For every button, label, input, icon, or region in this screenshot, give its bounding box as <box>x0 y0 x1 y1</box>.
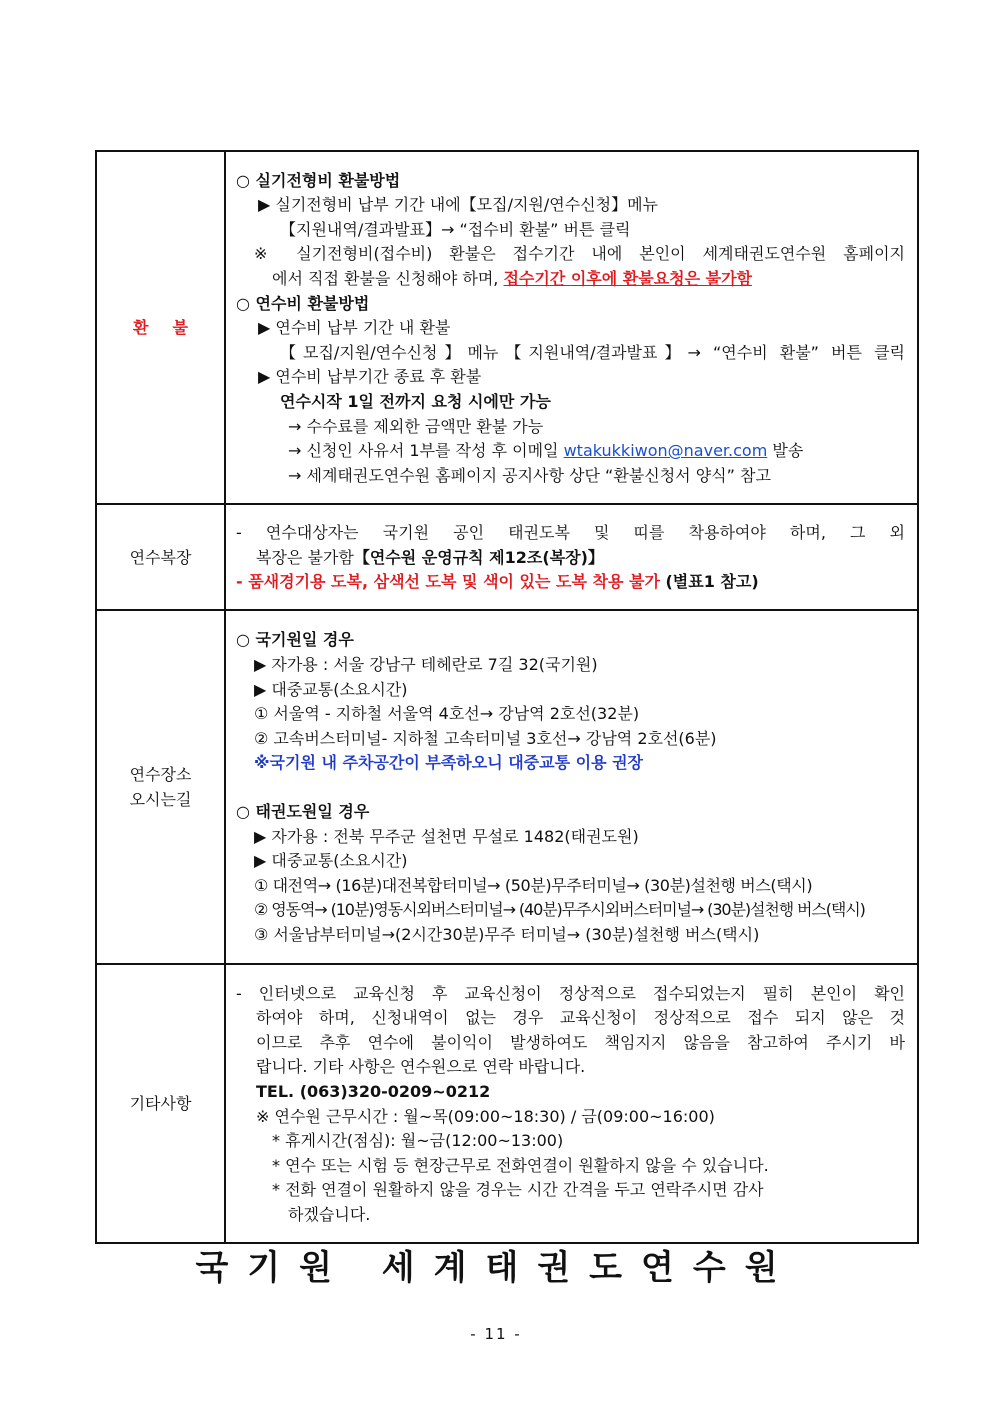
kukkiwon-parking-note: ※국기원 내 주차공간이 부족하오니 대중교통 이용 권장 <box>254 753 644 773</box>
etc-phone: TEL. (063)320-0209~0212 <box>256 1081 491 1101</box>
directions-label-line: 오시는길 <box>129 790 192 809</box>
etc-paragraph-line: 이므로 추후 연수에 불이익이 발생하여도 책임지지 않음을 참고하여 주시기 바 <box>256 1032 905 1052</box>
etc-paragraph-line: 랍니다. 기타 사항은 연수원으로 연락 바랍니다. <box>256 1057 586 1077</box>
spacer <box>236 776 905 800</box>
info-table <box>95 150 919 1244</box>
etc-content <box>225 964 918 1243</box>
taekwondowon-route: ② 영동역→ (10분)영동시외버스터미널→ (40분)무주시외버스터미널→ (30분)설천행 버스(택시) <box>254 900 865 920</box>
directions-label <box>96 610 225 964</box>
kukkiwon-car: ▶ 자가용 : 서울 강남구 테헤란로 7길 32(국기원) <box>254 655 598 675</box>
directions-content <box>225 610 918 964</box>
refund-email-text: → 신청인 사유서 1부를 작성 후 이메일 <box>288 441 564 461</box>
dress-label: 연수복장 <box>96 504 225 610</box>
refund-section2-line: → 세계태권도연수원 홈페이지 공지사항 상단 “환불신청서 양식” 참고 <box>288 465 771 485</box>
etc-note: * 전화 연결이 원활하지 않을 경우는 시간 간격을 두고 연락주시면 감사 <box>272 1180 764 1200</box>
refund-deadline-warning: 접수기간 이후에 환불요청은 불가함 <box>503 269 753 289</box>
dress-prohibition: - 품새경기용 도복, 삼색선 도복 및 색이 있는 도복 착용 불가 <box>236 572 660 592</box>
refund-section1-line: 【지원내역/결과발표】→ “접수비 환불” 버튼 클릭 <box>280 219 631 239</box>
dress-content <box>225 504 918 610</box>
directions-label-line: 연수장소 <box>129 765 192 784</box>
refund-note-text: 에서 직접 환불을 신청해야 하며, <box>272 269 504 289</box>
refund-section2-line <box>236 439 905 464</box>
etc-paragraph-line: - 인터넷으로 교육신청 후 교육신청이 정상적으로 접수되었는지 필히 본인이 확인 <box>236 983 905 1003</box>
etc-paragraph-line: 하여야 하며, 신청내역이 없는 경우 교육신청이 정상적으로 접수 되지 않은 것 <box>256 1008 905 1028</box>
refund-section1-note <box>236 267 905 292</box>
refund-row <box>96 151 918 504</box>
dress-text: 복장은 불가함 <box>256 547 354 567</box>
refund-email-link[interactable]: wtakukkiwon@naver.com <box>563 441 768 461</box>
refund-section2-line: ▶ 연수비 납부 기간 내 환불 <box>258 318 451 338</box>
taekwondowon-route: ① 대전역→ (16분)대전복합터미널→ (50분)무주터미널→ (30분)설천행 버스(택시) <box>254 875 813 895</box>
dress-line: - 연수대상자는 국기원 공인 태권도복 및 띠를 착용하여야 하며, 그 외 <box>236 523 905 543</box>
refund-section1-title: ○ 실기전형비 환불방법 <box>236 170 401 190</box>
taekwondowon-title: ○ 태권도원일 경우 <box>236 802 370 821</box>
etc-label: 기타사항 <box>96 964 225 1243</box>
directions-row <box>96 610 918 964</box>
refund-section2-title: ○ 연수비 환불방법 <box>236 293 370 313</box>
dress-appendix-reference: (별표1 참고) <box>659 572 759 592</box>
refund-section2-condition: 연수시작 1일 전까지 요청 시에만 가능 <box>280 391 551 411</box>
kukkiwon-route: ② 고속버스터미널- 지하철 고속터미널 3호선→ 강남역 2호선(6분) <box>254 728 717 748</box>
refund-content <box>225 151 918 504</box>
dress-row <box>96 504 918 610</box>
dress-line <box>236 546 905 571</box>
kukkiwon-transit: ▶ 대중교통(소요시간) <box>254 679 408 699</box>
dress-rule-reference: 【연수원 운영규칙 제12조(복장)】 <box>353 547 604 567</box>
etc-row <box>96 964 918 1243</box>
etc-note: * 연수 또는 시험 등 현장근무로 전화연결이 원활하지 않을 수 있습니다. <box>272 1155 769 1175</box>
refund-label: 환불 <box>96 151 225 504</box>
etc-work-hours: ※ 연수원 근무시간 : 월~목(09:00~18:30) / 금(09:00~16:00) <box>256 1106 715 1126</box>
refund-section2-line: 【모집/지원/연수신청】메뉴【지원내역/결과발표】→ “연수비 환불” 버튼 클릭 <box>280 342 905 362</box>
taekwondowon-route: ③ 서울남부터미널→(2시간30분)무주 터미널→ (30분)설천행 버스(택시) <box>254 924 760 944</box>
refund-section2-line: ▶ 연수비 납부기간 종료 후 환불 <box>258 367 482 387</box>
refund-section2-line: → 수수료를 제외한 금액만 환불 가능 <box>288 416 544 436</box>
page-number: - 11 - <box>470 1325 522 1343</box>
taekwondowon-transit: ▶ 대중교통(소요시간) <box>254 851 408 871</box>
refund-email-suffix: 발송 <box>767 441 804 461</box>
taekwondowon-car: ▶ 자가용 : 전북 무주군 설천면 무설로 1482(태권도원) <box>254 826 639 846</box>
kukkiwon-title: ○ 국기원일 경우 <box>236 630 354 650</box>
organization-title: 국기원 세계태권도연수원 <box>195 1248 797 1288</box>
etc-break-time: * 휴게시간(점심): 월~금(12:00~13:00) <box>272 1131 564 1151</box>
etc-note: 하겠습니다. <box>288 1204 371 1224</box>
kukkiwon-route: ① 서울역 - 지하철 서울역 4호선→ 강남역 2호선(32분) <box>254 704 640 724</box>
dress-line <box>236 570 905 595</box>
refund-section1-line: ▶ 실기전형비 납부 기간 내에【모집/지원/연수신청】메뉴 <box>258 195 659 215</box>
refund-section1-note: ※ 실기전형비(접수비) 환불은 접수기간 내에 본인이 세계태권도연수원 홈페이지 <box>254 244 905 264</box>
